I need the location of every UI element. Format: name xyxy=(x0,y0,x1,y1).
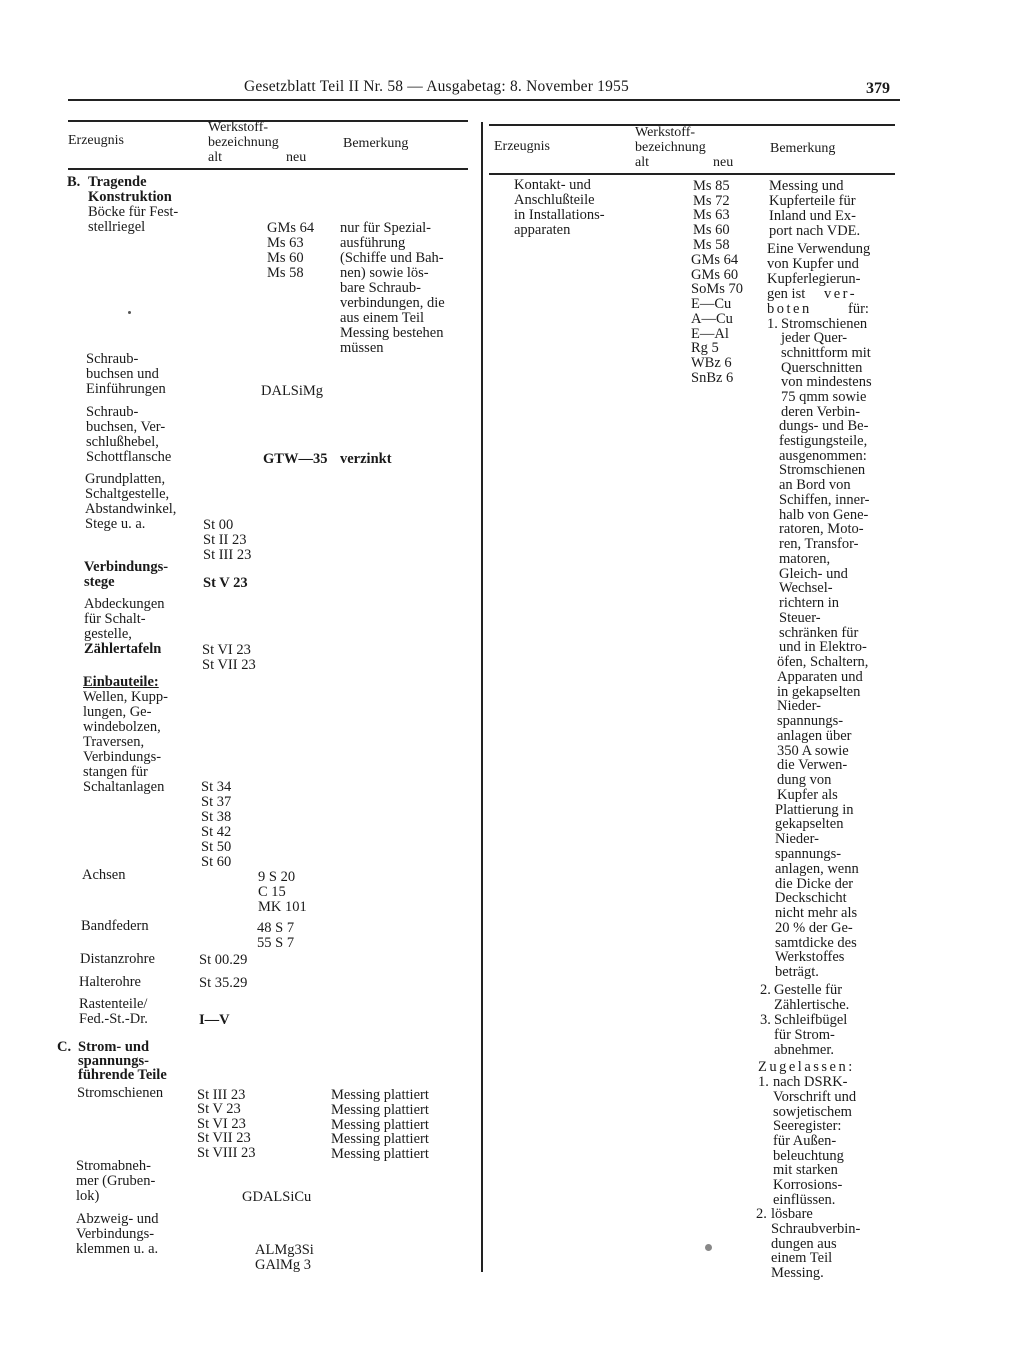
item3-number: 3. xyxy=(760,1012,771,1028)
item1-line-22: schränken für xyxy=(779,625,859,641)
left-table-head-rule xyxy=(68,168,468,170)
item1-line-5: von mindestens xyxy=(781,374,872,390)
boecke-neu-4: Ms 58 xyxy=(267,265,304,281)
item1-line-2: jeder Quer- xyxy=(781,330,848,346)
item1-line-20: richtern in xyxy=(779,595,839,611)
bem-a-line-4: port nach VDE. xyxy=(769,223,861,239)
grundplatten-alt-2: St II 23 xyxy=(203,532,247,548)
bem-b-line-1: Eine Verwendung xyxy=(767,241,871,257)
left-col-erzeugnis: Erzeugnis xyxy=(68,133,124,148)
item1-line-27: Nieder- xyxy=(777,698,821,714)
item1-line-23: und in Elektro- xyxy=(779,639,867,655)
bem-b-verboten-2: boten xyxy=(767,301,812,317)
schraubbuchsen-2-neu: GTW—35 xyxy=(263,451,328,467)
zugelassen-2-number: 2. xyxy=(756,1206,767,1222)
kontakt-neu-8: SoMs 70 xyxy=(691,281,743,297)
zugelassen-2-line-1: lösbare xyxy=(771,1206,813,1222)
kontakt-neu-14: SnBz 6 xyxy=(691,370,734,386)
right-col-bemerkung: Bemerkung xyxy=(770,141,836,156)
page-header-title: Gesetzblatt Teil II Nr. 58 — Ausgabetag: 8. November 1955 xyxy=(244,78,629,95)
zugelassen-2-line-3: dungen aus xyxy=(771,1236,837,1252)
stromschienen-label: Stromschienen xyxy=(77,1085,164,1101)
left-col-neu: neu xyxy=(286,150,307,165)
boecke-line-1: Böcke für Fest- xyxy=(88,204,179,220)
stromabnehmer-line-3: lok) xyxy=(76,1188,100,1204)
schraubbuchsen-2-line-1: Schraub- xyxy=(86,404,139,420)
bem-b-fuer: für: xyxy=(848,301,869,317)
item3-line-3: abnehmer. xyxy=(774,1042,834,1058)
zugelassen-1-line-7: mit starken xyxy=(773,1162,838,1178)
kontakt-neu-5: Ms 58 xyxy=(693,237,730,253)
einbauteile-line-5: Verbindungs- xyxy=(83,749,162,765)
right-col-werkstoff-2: bezeichnung xyxy=(635,140,706,155)
kontakt-neu-3: Ms 63 xyxy=(693,207,730,223)
left-col-alt: alt xyxy=(208,150,222,165)
item1-line-39: die Dicke der xyxy=(775,876,854,892)
boecke-line-2: stellriegel xyxy=(88,219,146,235)
verbindungsstege-line-2: stege xyxy=(84,574,115,590)
item1-line-15: ratoren, Moto- xyxy=(779,521,864,537)
stromschienen-bem-5: Messing plattiert xyxy=(331,1146,429,1162)
item1-line-45: beträgt. xyxy=(775,964,819,980)
zugelassen-1-line-1: nach DSRK- xyxy=(773,1074,848,1090)
kontakt-neu-2: Ms 72 xyxy=(693,193,730,209)
right-col-neu: neu xyxy=(713,155,734,170)
abdeckungen-line-3: gestelle, xyxy=(84,626,132,642)
einbauteile-alt-2: St 37 xyxy=(201,794,232,810)
item1-line-26: in gekapselten xyxy=(777,684,861,700)
item2-number: 2. xyxy=(760,982,771,998)
einbauteile-alt-6: St 60 xyxy=(201,854,232,870)
zugelassen-1-line-9: einflüssen. xyxy=(773,1192,836,1208)
item3-line-1: Schleifbügel xyxy=(774,1012,848,1028)
einbauteile-line-4: Traversen, xyxy=(83,734,145,750)
item1-line-24: öfen, Schaltern, xyxy=(777,654,869,670)
schraubbuchsen-1-line-1: Schraub- xyxy=(86,351,139,367)
section-b-letter: B. xyxy=(67,174,81,190)
boecke-bem-3: (Schiffe und Bah- xyxy=(340,250,444,266)
item1-line-31: die Verwen- xyxy=(777,757,848,773)
item3-line-2: für Strom- xyxy=(774,1027,835,1043)
abzweig-line-3: klemmen u. a. xyxy=(76,1241,159,1257)
kontakt-neu-11: E—Al xyxy=(691,326,729,342)
schraubbuchsen-2-line-4: Schottflansche xyxy=(86,449,172,465)
zugelassen-1-line-8: Korrosions- xyxy=(773,1177,843,1193)
right-table-head-rule xyxy=(489,173,895,175)
item1-line-19: Wechsel- xyxy=(779,580,833,596)
zugelassen-1-line-4: Seeregister: xyxy=(773,1118,842,1134)
item1-line-6: 75 qmm sowie xyxy=(781,389,867,405)
stromabnehmer-line-2: mer (Gruben- xyxy=(76,1173,156,1189)
einbauteile-line-2: lungen, Ge- xyxy=(83,704,152,720)
rastenteile-alt: I—V xyxy=(199,1012,230,1028)
abdeckungen-alt-1: St VI 23 xyxy=(202,642,251,658)
section-c-letter: C. xyxy=(57,1039,72,1055)
item1-line-38: anlagen, wenn xyxy=(775,861,859,877)
distanzrohre-label: Distanzrohre xyxy=(80,951,155,967)
stromabnehmer-line-1: Stromabneh- xyxy=(76,1158,151,1174)
halterohre-alt: St 35.29 xyxy=(199,975,248,991)
kontakt-line-4: apparaten xyxy=(514,222,571,238)
zugelassen-1-line-3: sowjetischem xyxy=(773,1104,852,1120)
item1-line-42: 20 % der Ge- xyxy=(775,920,853,936)
stromschienen-alt-5: St VIII 23 xyxy=(197,1145,256,1161)
boecke-bem-6: verbindungen, die xyxy=(340,295,445,311)
achsen-label: Achsen xyxy=(82,867,126,883)
item1-line-28: spannungs- xyxy=(777,713,844,729)
einbauteile-line-7: Schaltanlagen xyxy=(83,779,165,795)
zugelassen-1-line-5: für Außen- xyxy=(773,1133,837,1149)
achsen-neu-3: MK 101 xyxy=(258,899,307,915)
einbauteile-line-6: stangen für xyxy=(83,764,148,780)
zugelassen-2-line-4: einem Teil xyxy=(771,1250,833,1266)
abdeckungen-alt-2: St VII 23 xyxy=(202,657,256,673)
item1-line-14: halb von Gene- xyxy=(779,507,869,523)
section-b-title-1: Tragende xyxy=(88,174,147,190)
kontakt-line-1: Kontakt- und xyxy=(514,177,591,193)
bandfedern-neu-2: 55 S 7 xyxy=(257,935,295,951)
zugelassen-1-line-6: beleuchtung xyxy=(773,1148,844,1164)
abzweig-neu-2: GAlMg 3 xyxy=(255,1257,311,1273)
grundplatten-line-4: Stege u. a. xyxy=(85,516,146,532)
bem-a-line-2: Kupferteile für xyxy=(769,193,856,209)
bandfedern-neu-1: 48 S 7 xyxy=(257,920,295,936)
item1-line-43: samtdicke des xyxy=(775,935,857,951)
abdeckungen-line-2: für Schalt- xyxy=(84,611,146,627)
boecke-bem-4: nen) sowie lös- xyxy=(340,265,429,281)
section-c-title-3: führende Teile xyxy=(78,1067,167,1083)
stromschienen-alt-2: St V 23 xyxy=(197,1101,241,1117)
item2-line-1: Gestelle für xyxy=(774,982,843,998)
item1-line-9: festigungsteile, xyxy=(779,433,868,449)
item1-line-11: Stromschienen xyxy=(779,462,866,478)
item1-line-36: Nieder- xyxy=(775,831,819,847)
item1-line-44: Werkstoffes xyxy=(775,949,845,965)
item1-line-18: Gleich- und xyxy=(779,566,848,582)
bem-a-line-1: Messing und xyxy=(769,178,844,194)
kontakt-neu-4: Ms 60 xyxy=(693,222,730,238)
kontakt-neu-12: Rg 5 xyxy=(691,340,719,356)
section-b-title-2: Konstruktion xyxy=(88,189,172,205)
distanzrohre-alt: St 00.29 xyxy=(199,952,248,968)
item1-line-30: 350 A sowie xyxy=(777,743,849,759)
grundplatten-alt-3: St III 23 xyxy=(203,547,252,563)
item1-line-35: gekapselten xyxy=(775,816,844,832)
einbauteile-alt-4: St 42 xyxy=(201,824,232,840)
kontakt-neu-7: GMs 60 xyxy=(691,267,739,283)
boecke-neu-3: Ms 60 xyxy=(267,250,304,266)
right-col-alt: alt xyxy=(635,155,649,170)
rastenteile-line-2: Fed.-St.-Dr. xyxy=(79,1011,148,1027)
item2-line-2: Zählertische. xyxy=(774,997,850,1013)
page-number: 379 xyxy=(866,80,890,97)
item1-line-21: Steuer- xyxy=(779,610,821,626)
item1-line-33: Kupfer als xyxy=(777,787,838,803)
stromabnehmer-neu: GDALSiCu xyxy=(242,1189,312,1205)
einbauteile-line-3: windebolzen, xyxy=(83,719,161,735)
boecke-bem-2: ausführung xyxy=(340,235,406,251)
section-c-title-2: spannungs- xyxy=(78,1053,149,1069)
kontakt-neu-10: A—Cu xyxy=(691,311,733,327)
kontakt-neu-9: E—Cu xyxy=(691,296,732,312)
einbauteile-alt-5: St 50 xyxy=(201,839,232,855)
bandfedern-label: Bandfedern xyxy=(81,918,149,934)
abzweig-line-2: Verbindungs- xyxy=(76,1226,155,1242)
bem-b-line-2: von Kupfer und xyxy=(767,256,859,272)
verbindungsstege-alt: St V 23 xyxy=(203,575,248,591)
abzweig-line-1: Abzweig- und xyxy=(76,1211,159,1227)
kontakt-neu-13: WBz 6 xyxy=(691,355,732,371)
left-col-werkstoff-2: bezeichnung xyxy=(208,135,279,150)
item1-line-10: ausgenommen: xyxy=(779,448,867,464)
item1-line-25: Apparaten und xyxy=(777,669,863,685)
right-col-erzeugnis: Erzeugnis xyxy=(494,139,550,154)
item1-line-13: Schiffen, inner- xyxy=(779,492,870,508)
verbindungsstege-line-1: Verbindungs- xyxy=(84,559,169,575)
einbauteile-line-1: Wellen, Kupp- xyxy=(83,689,169,705)
item1-line-3: schnittform mit xyxy=(781,345,871,361)
boecke-bem-5: bare Schraub- xyxy=(340,280,421,296)
grundplatten-line-2: Schaltgestelle, xyxy=(85,486,170,502)
item1-line-34: Plattierung in xyxy=(775,802,854,818)
header-rule xyxy=(68,99,900,101)
stromschienen-bem-4: Messing plattiert xyxy=(331,1131,429,1147)
item1-line-32: dung von xyxy=(777,772,832,788)
section-c-title-1: Strom- und xyxy=(78,1039,150,1055)
boecke-bem-1: nur für Spezial- xyxy=(340,220,431,236)
rastenteile-line-1: Rastenteile/ xyxy=(79,996,148,1012)
left-col-bemerkung: Bemerkung xyxy=(343,136,409,151)
item1-number: 1. xyxy=(767,316,778,332)
item1-line-17: matoren, xyxy=(779,551,831,567)
item1-line-40: Deckschicht xyxy=(775,890,847,906)
kontakt-line-2: Anschlußteile xyxy=(514,192,595,208)
item1-line-7: deren Verbin- xyxy=(781,404,861,420)
zugelassen-1-number: 1. xyxy=(758,1074,769,1090)
abdeckungen-line-4: Zählertafeln xyxy=(84,641,162,657)
halterohre-label: Halterohre xyxy=(79,974,141,990)
zugelassen-1-line-2: Vorschrift und xyxy=(773,1089,857,1105)
schraubbuchsen-1-line-3: Einführungen xyxy=(86,381,166,397)
item1-line-29: anlagen über xyxy=(777,728,852,744)
scan-speck xyxy=(705,1244,712,1251)
kontakt-line-3: in Installations- xyxy=(514,207,605,223)
zugelassen-heading: Zugelassen: xyxy=(758,1059,855,1075)
boecke-bem-7: aus einem Teil xyxy=(340,310,425,326)
schraubbuchsen-1-neu: DALSiMg xyxy=(261,383,324,399)
item1-line-8: dungs- und Be- xyxy=(779,418,869,434)
schraubbuchsen-2-bem: verzinkt xyxy=(340,451,392,467)
bem-b-line-3: Kupferlegierun- xyxy=(767,271,861,287)
stromschienen-bem-3: Messing plattiert xyxy=(331,1117,429,1133)
stromschienen-alt-3: St VI 23 xyxy=(197,1116,246,1132)
schraubbuchsen-2-line-2: buchsen, Ver- xyxy=(86,419,166,435)
einbauteile-title: Einbauteile: xyxy=(83,674,159,690)
kontakt-neu-6: GMs 64 xyxy=(691,252,739,268)
boecke-neu-2: Ms 63 xyxy=(267,235,304,251)
stromschienen-bem-2: Messing plattiert xyxy=(331,1102,429,1118)
item1-line-12: an Bord von xyxy=(779,477,851,493)
bem-b-verboten-1: ver- xyxy=(824,286,858,302)
boecke-neu-1: GMs 64 xyxy=(267,220,315,236)
grundplatten-line-1: Grundplatten, xyxy=(85,471,166,487)
stromschienen-alt-4: St VII 23 xyxy=(197,1130,251,1146)
scan-speck xyxy=(128,311,131,314)
item1-line-1: Stromschienen xyxy=(781,316,868,332)
stromschienen-bem-1: Messing plattiert xyxy=(331,1087,429,1103)
grundplatten-line-3: Abstandwinkel, xyxy=(85,501,177,517)
einbauteile-alt-1: St 34 xyxy=(201,779,232,795)
zugelassen-2-line-2: Schraubverbin- xyxy=(771,1221,861,1237)
kontakt-neu-1: Ms 85 xyxy=(693,178,730,194)
item1-line-41: nicht mehr als xyxy=(775,905,858,921)
column-divider xyxy=(481,122,483,1272)
bem-b-line-4: gen ist xyxy=(767,286,806,302)
zugelassen-2-line-5: Messing. xyxy=(771,1265,824,1281)
left-col-werkstoff-1: Werkstoff- xyxy=(208,120,269,135)
item1-line-4: Querschnitten xyxy=(781,360,863,376)
abzweig-neu-1: ALMg3Si xyxy=(255,1242,314,1258)
einbauteile-alt-3: St 38 xyxy=(201,809,232,825)
stromschienen-alt-1: St III 23 xyxy=(197,1087,246,1103)
grundplatten-alt-1: St 00 xyxy=(203,517,234,533)
bem-a-line-3: Inland und Ex- xyxy=(769,208,856,224)
boecke-bem-9: müssen xyxy=(340,340,384,356)
abdeckungen-line-1: Abdeckungen xyxy=(84,596,165,612)
right-col-werkstoff-1: Werkstoff- xyxy=(635,125,696,140)
boecke-bem-8: Messing bestehen xyxy=(340,325,444,341)
achsen-neu-2: C 15 xyxy=(258,884,286,900)
item1-line-37: spannungs- xyxy=(775,846,842,862)
schraubbuchsen-1-line-2: buchsen und xyxy=(86,366,159,382)
achsen-neu-1: 9 S 20 xyxy=(258,869,296,885)
schraubbuchsen-2-line-3: schlußhebel, xyxy=(86,434,159,450)
item1-line-16: ren, Transfor- xyxy=(779,536,859,552)
